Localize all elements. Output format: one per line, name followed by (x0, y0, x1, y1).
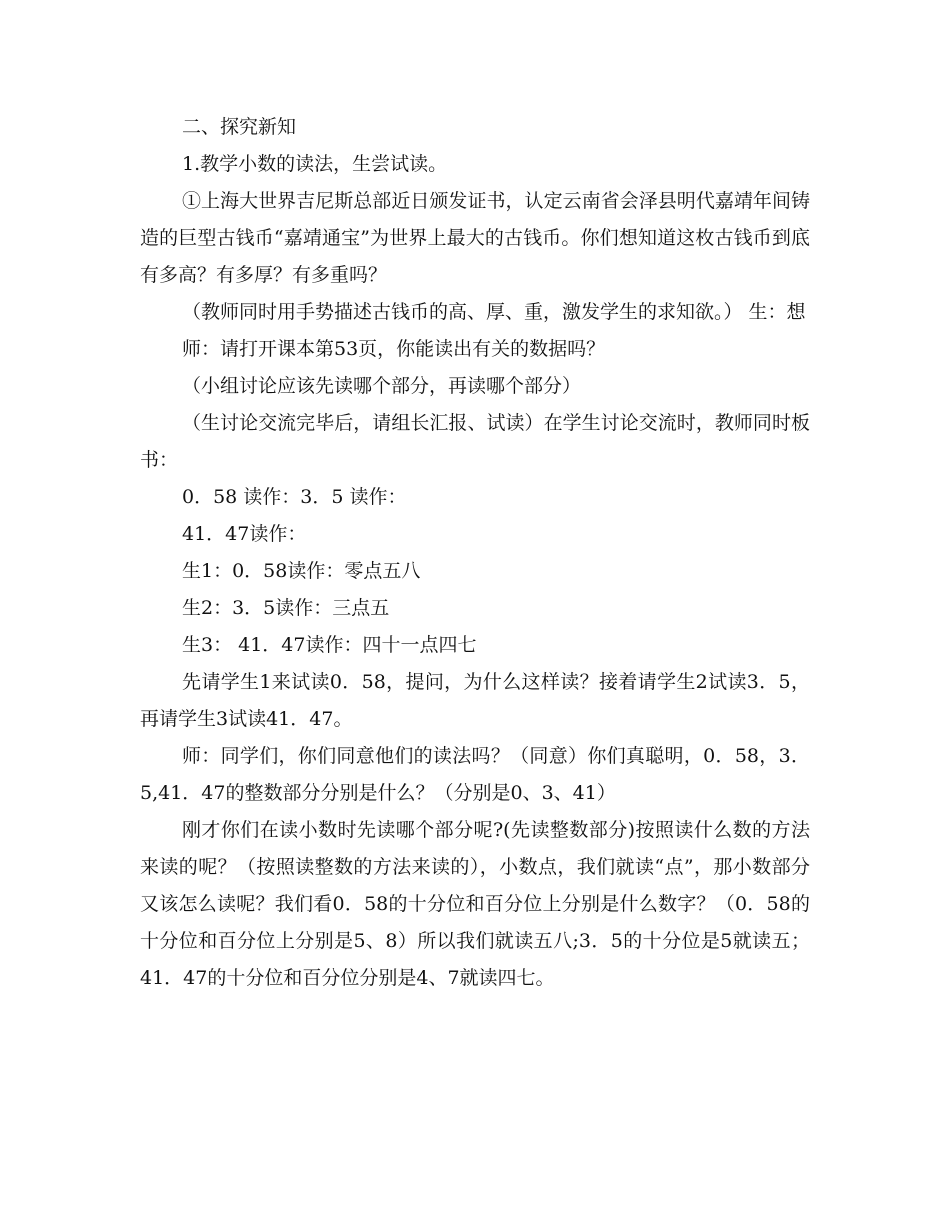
paragraph-group-discussion: （小组讨论应该先读哪个部分，再读哪个部分） (182, 375, 582, 397)
paragraph-decimal-reading: 刚才你们在读小数时先读哪个部分呢?(先读整数部分)按照读什么数的方法来读的呢？（按照读整数的方法来读的），小数点，我们就读“点”，那小数部分又该怎么读呢？我们看0．58的十分位和百分位上分别是什么数字？（0．58的十分位和百分位上分别是5、8）所以我们就读五八;3．5的十分位是5就读五；41．47的十分位和百分位分别是4、7就读四七。 (140, 819, 810, 989)
student-2-line: 生2：3．5读作：三点五 (182, 597, 390, 619)
board-line-1: 0．58 读作：3．5 读作： (182, 486, 407, 508)
student-3-line: 生3： 41．47读作：四十一点四七 (182, 634, 477, 656)
subsection-heading: 1.教学小数的读法，生尝试读。 (182, 153, 448, 175)
paragraph-open-textbook: 师：请打开课本第53页，你能读出有关的数据吗？ (182, 338, 606, 360)
student-1-line: 生1：0．58读作：零点五八 (182, 560, 421, 582)
paragraph-teacher-gesture: （教师同时用手势描述古钱币的高、厚、重，激发学生的求知欲。） 生：想 (182, 301, 806, 323)
paragraph-trial-reading: 先请学生1来试读0．58，提问，为什么这样读？接着请学生2试读3．5，再请学生3试读41．47。 (140, 671, 810, 730)
paragraph-report: （生讨论交流完毕后，请组长汇报、试读）在学生讨论交流时，教师同时板书： (140, 412, 810, 471)
document-body (140, 109, 810, 997)
board-line-2: 41．47读作： (182, 523, 307, 545)
section-heading: 二、探究新知 (182, 116, 297, 138)
paragraph-integer-part: 师：同学们，你们同意他们的读法吗？（同意）你们真聪明，0．58，3．5,41．47的整数部分分别是什么？（分别是0、3、41） (140, 745, 810, 804)
paragraph-intro-coin: ①上海大世界吉尼斯总部近日颁发证书，认定云南省会泽县明代嘉靖年间铸造的巨型古钱币“嘉靖通宝”为世界上最大的古钱币。你们想知道这枚古钱币到底有多高？有多厚？有多重吗？ (140, 190, 810, 286)
